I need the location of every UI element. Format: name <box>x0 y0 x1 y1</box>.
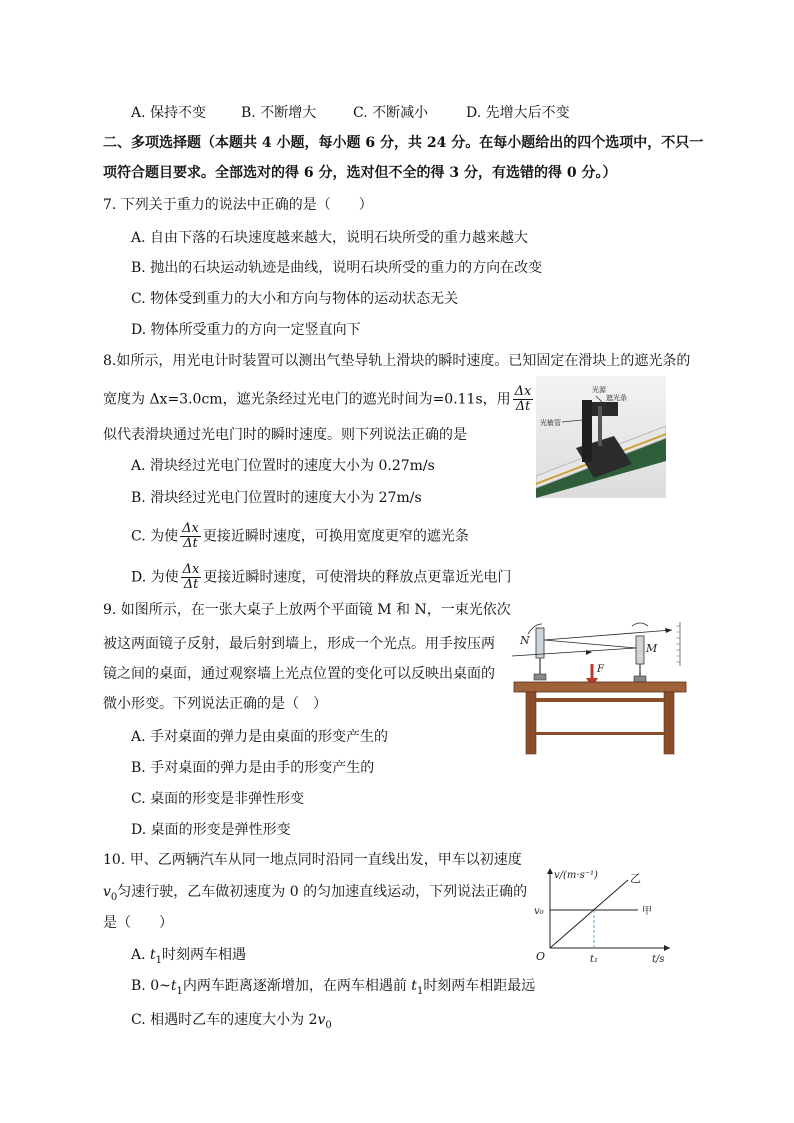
y-axis-label: v/(m·s⁻¹) <box>554 870 598 881</box>
line-yi <box>550 880 628 948</box>
q8-photogate-figure <box>536 376 666 498</box>
mirror-m <box>636 636 644 664</box>
q8-option-a: A. 滑块经过光电门位置时的速度大小为 0.27m/s <box>131 458 435 474</box>
q9-stem-line4: 微小形变。下列说法正确的是（ ） <box>103 696 327 712</box>
t1-label: t₁ <box>590 954 599 965</box>
q10-stem-line2: $v_0$匀速行驶，乙车做初速度为 0 的匀加速直线运动，下列说法正确的 <box>103 884 528 903</box>
section2-heading-line2: 项符合题目要求。全部选对的得 6 分，选对但不全的得 3 分，有选错的得 0 分。） <box>103 165 617 181</box>
q10-option-b: B. $0\sim t_1$内两车距离逐渐增加，在两车相遇前 $t_1$时刻两车相距最远 <box>131 978 536 997</box>
q7-option-b: B. 抛出的石块运动轨迹是曲线，说明石块所受的重力的方向在改变 <box>131 260 543 276</box>
q8-stem-line2: 宽度为 Δx=3.0cm，遮光条经过光电门的遮光时间为=0.11s，用 $\frac{\Delta x}{\Delta t}$ <box>103 384 532 414</box>
table-top <box>514 682 686 692</box>
q10-option-a: A. $t_1$时刻两车相遇 <box>131 947 247 966</box>
table-rail <box>536 732 664 735</box>
label-n: N <box>520 634 530 647</box>
q9-stem-line2: 被这两面镜子反射，最后射到墙上，形成一个光点。用手按压两 <box>103 636 495 652</box>
label-shield-strip: 遮光条 <box>606 394 627 402</box>
q8-option-d: D. 为使 $\frac{\Delta x}{\Delta t}$ 更接近瞬时速度，可使滑块的释放点更靠近光电门 <box>131 562 512 592</box>
q9-option-c: C. 桌面的形变是非弹性形变 <box>131 791 305 807</box>
q8-stem-line3: 似代表滑块通过光电门时的瞬时速度。则下列说法正确的是 <box>103 427 467 443</box>
photogate-post <box>582 400 592 462</box>
label-f: F <box>597 664 604 675</box>
q8-option-c: C. 为使 $\frac{\Delta x}{\Delta t}$ 更接近瞬时速度，可换用宽度更窄的遮光条 <box>131 521 469 551</box>
q10-stem-line3: 是（ ） <box>103 915 173 931</box>
q8-stem-line1: 8.如所示，用光电计时装置可以测出气垫导轨上滑块的瞬时速度。已知固定在滑块上的遮光条的 <box>103 353 691 369</box>
q7-option-d: D. 物体所受重力的方向一定竖直向下 <box>131 322 361 338</box>
label-m: M <box>646 642 658 655</box>
q6-option-a: A. 保持不变 <box>131 105 207 121</box>
q10-stem-line1: 10. 甲、乙两辆汽车从同一地点同时沿同一直线出发，甲车以初速度 <box>103 852 522 868</box>
q10-vt-graph <box>530 862 680 966</box>
q9-stem-line1: 9. 如图所示，在一张大桌子上放两个平面镜 M 和 N，一束光依次 <box>103 602 511 618</box>
label-photosensitive-tube: 光敏管 <box>540 419 561 427</box>
q9-option-b: B. 手对桌面的弹力是由手的形变产生的 <box>131 760 375 776</box>
q9-option-a: A. 手对桌面的弹力是由桌面的形变产生的 <box>131 729 389 745</box>
x-axis-label: t/s <box>652 954 665 965</box>
table-leg-right <box>664 692 674 754</box>
q6-option-c: C. 不断减小 <box>353 105 429 121</box>
table-leg-left <box>526 692 536 754</box>
q9-mirror-table-figure <box>512 612 692 758</box>
q7-option-a: A. 自由下落的石块速度越来越大，说明石块所受的重力越来越大 <box>131 230 529 246</box>
q10-option-c: C. 相遇时乙车的速度大小为 $2v_0$ <box>131 1012 332 1031</box>
q6-option-d: D. 先增大后不变 <box>466 105 570 121</box>
origin-label: O <box>536 950 546 963</box>
q8-option-b: B. 滑块经过光电门位置时的速度大小为 27m/s <box>131 490 422 506</box>
section2-heading-line1: 二、多项选择题（本题共 4 小题，每小题 6 分，共 24 分。在每小题给出的四个选项中，不只一 <box>103 135 704 151</box>
light-shield-strip <box>598 406 602 446</box>
mirror-n <box>536 628 544 658</box>
q8-fraction: $\frac{\Delta x}{\Delta t}$ <box>514 384 532 414</box>
q6-option-b: B. 不断增大 <box>241 105 317 121</box>
q7-stem: 7. 下列关于重力的说法中正确的是（ ） <box>103 197 373 213</box>
q7-option-c: C. 物体受到重力的大小和方向与物体的运动状态无关 <box>131 291 459 307</box>
q9-option-d: D. 桌面的形变是弹性形变 <box>131 822 291 838</box>
label-light-source: 光源 <box>592 386 606 394</box>
v0-label: v₀ <box>534 906 544 917</box>
q9-stem-line3: 镜之间的桌面，通过观察墙上光点位置的变化可以反映出桌面的 <box>103 666 495 682</box>
table-apron <box>536 698 664 702</box>
label-yi: 乙 <box>630 872 641 885</box>
label-jia: 甲 <box>642 906 652 917</box>
